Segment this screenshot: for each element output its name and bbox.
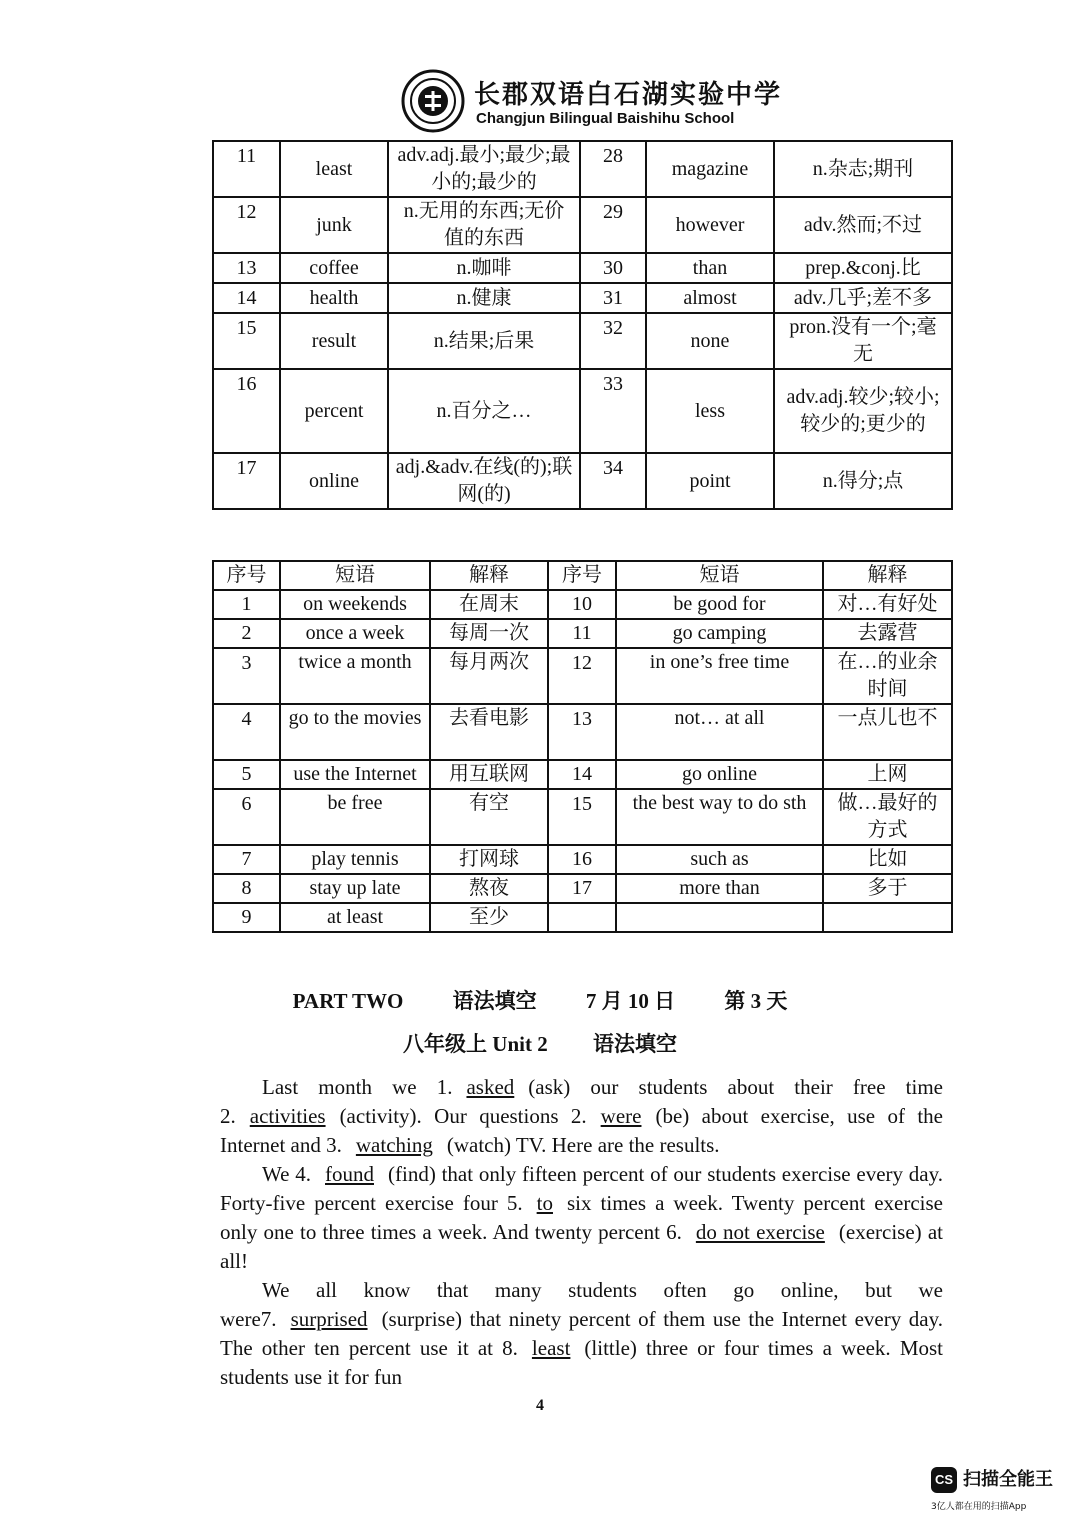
phrase-table (212, 560, 953, 933)
phrase-number: 4 (213, 704, 280, 760)
phrase-number: 11 (548, 619, 616, 648)
phrase: twice a month (280, 648, 430, 704)
column-header: 序号 (213, 561, 280, 590)
phrase: be free (280, 789, 430, 845)
passage-text: (be) about exercise, use of the Internet and 3. (220, 1104, 943, 1157)
phrase: stay up late (280, 874, 430, 903)
word-definition: adj.&adv.在线(的);联网(的) (388, 453, 580, 509)
word-number: 14 (213, 283, 280, 313)
table-row (213, 648, 952, 704)
word-definition: adv.然而;不过 (774, 197, 952, 253)
table-row (213, 789, 952, 845)
phrase-number: 12 (548, 648, 616, 704)
word: almost (646, 283, 774, 313)
scanner-app-name: 扫描全能王 (963, 1469, 1053, 1490)
phrase-number: 16 (548, 845, 616, 874)
word-number: 30 (580, 253, 646, 283)
word-number: 17 (213, 453, 280, 509)
word-definition: n.百分之… (388, 369, 580, 453)
phrase-meaning: 有空 (430, 789, 548, 845)
word-definition: prep.&conj.比 (774, 253, 952, 283)
phrase-number: 17 (548, 874, 616, 903)
part-day: 第 3 天 (724, 989, 788, 1013)
word-definition: n.无用的东西;无价值的东西 (388, 197, 580, 253)
word-number: 28 (580, 141, 646, 197)
unit-type: 语法填空 (592, 1032, 677, 1056)
answer-blank: were (600, 1104, 642, 1128)
phrase-meaning: 上网 (823, 760, 952, 789)
passage-text: (ask) our students about their free time 2. (220, 1075, 943, 1128)
school-logo-icon (401, 69, 465, 133)
table-row (213, 704, 952, 760)
word: junk (280, 197, 388, 253)
phrase-number: 5 (213, 760, 280, 789)
phrase-number: 9 (213, 903, 280, 932)
phrase-number: 7 (213, 845, 280, 874)
phrase-meaning: 每月两次 (430, 648, 548, 704)
phrase: once a week (280, 619, 430, 648)
phrase: use the Internet (280, 760, 430, 789)
passage-text: We 4. (262, 1162, 311, 1186)
passage-text: (find) that only fifteen percent of our students exercise every day. Forty-five percent exercise four 5. (220, 1162, 943, 1215)
camscanner-icon: CS (931, 1467, 957, 1493)
phrase: play tennis (280, 845, 430, 874)
phrase-meaning: 比如 (823, 845, 952, 874)
phrase-number: 15 (548, 789, 616, 845)
table-row (213, 283, 952, 313)
phrase-meaning: 一点儿也不 (823, 704, 952, 760)
cloze-passage (220, 1073, 943, 1392)
answer-blank: asked (466, 1075, 515, 1099)
part-title (0, 985, 1080, 1015)
table-row (213, 141, 952, 197)
word: health (280, 283, 388, 313)
phrase-number: 10 (548, 590, 616, 619)
phrase-number: 8 (213, 874, 280, 903)
passage-text: (little) three or four times a week. Most students use it for fun (220, 1336, 943, 1389)
answer-blank: do not exercise (695, 1220, 825, 1244)
passage-paragraph (220, 1073, 943, 1160)
word-definition: n.健康 (388, 283, 580, 313)
answer-blank: to (536, 1191, 553, 1215)
word: however (646, 197, 774, 253)
passage-text: (activity). Our questions 2. (339, 1104, 587, 1128)
phrase-number: 13 (548, 704, 616, 760)
answer-blank: least (531, 1336, 571, 1360)
table-row (213, 197, 952, 253)
phrase: in one’s free time (616, 648, 823, 704)
phrase: on weekends (280, 590, 430, 619)
column-header: 短语 (616, 561, 823, 590)
passage-text: Last month we 1. (262, 1075, 453, 1099)
phrase-number: 6 (213, 789, 280, 845)
page-header (0, 66, 1080, 136)
part-date: 7 月 10 日 (585, 989, 676, 1013)
phrase-meaning: 用互联网 (430, 760, 548, 789)
table-row (213, 903, 952, 932)
word: magazine (646, 141, 774, 197)
word-definition: n.得分;点 (774, 453, 952, 509)
school-name-en: Changjun Bilingual Baishihu School (476, 110, 735, 127)
word-number: 29 (580, 197, 646, 253)
column-header: 解释 (430, 561, 548, 590)
phrase-meaning: 对…有好处 (823, 590, 952, 619)
word-number: 11 (213, 141, 280, 197)
passage-text: We all know that many students often go online, but we were7. (220, 1278, 943, 1331)
phrase-meaning (823, 903, 952, 932)
part-type: 语法填空 (452, 989, 537, 1013)
phrase: be good for (616, 590, 823, 619)
word-number: 12 (213, 197, 280, 253)
column-header: 短语 (280, 561, 430, 590)
phrase: more than (616, 874, 823, 903)
word-definition: n.杂志;期刊 (774, 141, 952, 197)
table-row (213, 590, 952, 619)
phrase: go online (616, 760, 823, 789)
school-name-cn: 长郡双语白石湖实验中学 (474, 80, 783, 110)
phrase-number: 1 (213, 590, 280, 619)
table-row (213, 453, 952, 509)
phrase-number: 14 (548, 760, 616, 789)
column-header: 解释 (823, 561, 952, 590)
phrase-meaning: 去露营 (823, 619, 952, 648)
phrase: not… at all (616, 704, 823, 760)
passage-text: (watch) TV. Here are the results. (446, 1133, 720, 1157)
passage-paragraph (220, 1276, 943, 1392)
phrase-meaning: 去看电影 (430, 704, 548, 760)
word-definition: adv.几乎;差不多 (774, 283, 952, 313)
column-header: 序号 (548, 561, 616, 590)
phrase: go to the movies (280, 704, 430, 760)
page-number: 4 (536, 1397, 544, 1414)
phrase: such as (616, 845, 823, 874)
scanner-tagline: 3亿人都在用的扫描App (931, 1502, 1027, 1512)
word: result (280, 313, 388, 369)
word: online (280, 453, 388, 509)
unit-label: 八年级上 Unit 2 (403, 1032, 548, 1056)
table-row (213, 619, 952, 648)
table-row (213, 253, 952, 283)
vocabulary-table (212, 140, 953, 510)
phrase-meaning: 在…的业余时间 (823, 648, 952, 704)
passage-text: six times a week. Twenty percent exercise only one to three times a week. And twenty percent 6. (220, 1191, 943, 1244)
word-definition: adv.adj.较少;较小;较少的;更少的 (774, 369, 952, 453)
word-number: 15 (213, 313, 280, 369)
phrase-meaning: 至少 (430, 903, 548, 932)
table-row (213, 845, 952, 874)
part-label: PART TWO (292, 989, 404, 1013)
phrase-number: 3 (213, 648, 280, 704)
word-number: 16 (213, 369, 280, 453)
scanner-watermark (931, 1467, 1065, 1517)
word-definition: adv.adj.最小;最少;最小的;最少的 (388, 141, 580, 197)
word-number: 34 (580, 453, 646, 509)
phrase (616, 903, 823, 932)
passage-paragraph (220, 1160, 943, 1276)
word-number: 31 (580, 283, 646, 313)
phrase: go camping (616, 619, 823, 648)
word: percent (280, 369, 388, 453)
word-definition: pron.没有一个;毫无 (774, 313, 952, 369)
phrase: at least (280, 903, 430, 932)
phrase-meaning: 在周末 (430, 590, 548, 619)
word-number: 32 (580, 313, 646, 369)
phrase-number: 2 (213, 619, 280, 648)
word: than (646, 253, 774, 283)
answer-blank: watching (355, 1133, 433, 1157)
phrase-number (548, 903, 616, 932)
word-definition: n.咖啡 (388, 253, 580, 283)
word-number: 33 (580, 369, 646, 453)
answer-blank: activities (249, 1104, 326, 1128)
phrase-meaning: 熬夜 (430, 874, 548, 903)
phrase-meaning: 打网球 (430, 845, 548, 874)
word-number: 13 (213, 253, 280, 283)
table-header-row (213, 561, 952, 590)
word: less (646, 369, 774, 453)
passage-text: (exercise) at all! (220, 1220, 943, 1273)
unit-title (0, 1028, 1080, 1058)
table-row (213, 313, 952, 369)
table-row (213, 760, 952, 789)
word: point (646, 453, 774, 509)
answer-blank: found (325, 1162, 374, 1186)
phrase-meaning: 多于 (823, 874, 952, 903)
passage-text: (surprise) that ninety percent of them use the Internet every day. The other ten percent use it at 8. (220, 1307, 943, 1360)
word-definition: n.结果;后果 (388, 313, 580, 369)
phrase-meaning: 做…最好的方式 (823, 789, 952, 845)
word: coffee (280, 253, 388, 283)
table-row (213, 369, 952, 453)
phrase-meaning: 每周一次 (430, 619, 548, 648)
answer-blank: surprised (290, 1307, 368, 1331)
phrase: the best way to do sth (616, 789, 823, 845)
table-row (213, 874, 952, 903)
word: least (280, 141, 388, 197)
word: none (646, 313, 774, 369)
